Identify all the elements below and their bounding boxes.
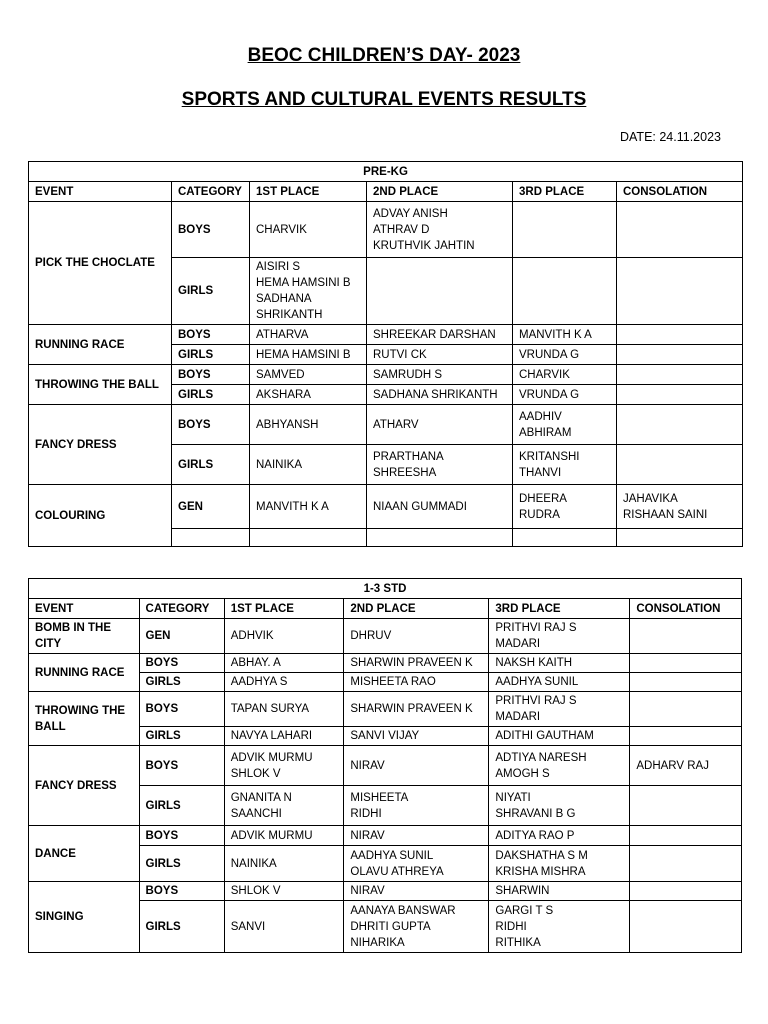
second-place-cell bbox=[367, 258, 513, 325]
second-place-cell: AANAYA BANSWAR DHRITI GUPTA NIHARIKA bbox=[344, 901, 489, 953]
category-cell: GIRLS bbox=[139, 901, 224, 953]
first-place-cell: AISIRI S HEMA HAMSINI B SADHANA SHRIKANTH bbox=[250, 258, 367, 325]
consolation-cell bbox=[617, 405, 743, 445]
table-row bbox=[29, 882, 742, 901]
third-place-cell: ADTIYA NARESH AMOGH S bbox=[489, 746, 630, 786]
first-place-cell: ADVIK MURMU bbox=[224, 826, 344, 846]
consolation-cell bbox=[617, 202, 743, 258]
header-category: CATEGORY bbox=[172, 182, 250, 202]
header-third-place: 3RD PLACE bbox=[489, 599, 630, 619]
category-cell: GEN bbox=[172, 485, 250, 529]
consolation-cell bbox=[630, 727, 742, 746]
header-consolation: CONSOLATION bbox=[617, 182, 743, 202]
first-place-cell: NAINIKA bbox=[250, 445, 367, 485]
results-table-1-3-std bbox=[28, 578, 742, 953]
first-place-cell: GNANITA N SAANCHI bbox=[224, 786, 344, 826]
category-cell: BOYS bbox=[172, 405, 250, 445]
event-name: RUNNING RACE bbox=[29, 654, 140, 692]
second-place-cell: PRARTHANA SHREESHA bbox=[367, 445, 513, 485]
event-name: THROWING THE BALL bbox=[29, 365, 172, 405]
category-cell: BOYS bbox=[139, 826, 224, 846]
second-place-cell: SHREEKAR DARSHAN bbox=[367, 325, 513, 345]
event-name: PICK THE CHOCLATE bbox=[29, 202, 172, 325]
third-place-cell bbox=[513, 529, 617, 547]
third-place-cell: SHARWIN bbox=[489, 882, 630, 901]
consolation-cell bbox=[617, 365, 743, 385]
first-place-cell: ADHVIK bbox=[224, 619, 344, 654]
consolation-cell bbox=[630, 846, 742, 882]
document-title: BEOC CHILDREN’S DAY- 2023 bbox=[247, 45, 521, 66]
consolation-cell bbox=[617, 385, 743, 405]
first-place-cell: ATHARVA bbox=[250, 325, 367, 345]
third-place-cell bbox=[513, 202, 617, 258]
third-place-cell: ADITYA RAO P bbox=[489, 826, 630, 846]
category-cell: GIRLS bbox=[172, 385, 250, 405]
consolation-cell bbox=[630, 619, 742, 654]
event-name: SINGING bbox=[29, 882, 140, 953]
third-place-cell bbox=[513, 258, 617, 325]
third-place-cell: AADHIV ABHIRAM bbox=[513, 405, 617, 445]
consolation-cell bbox=[630, 654, 742, 673]
third-place-cell: NIYATI SHRAVANI B G bbox=[489, 786, 630, 826]
table-row bbox=[29, 619, 742, 654]
header-first-place: 1ST PLACE bbox=[250, 182, 367, 202]
category-cell: BOYS bbox=[172, 202, 250, 258]
first-place-cell: MANVITH K A bbox=[250, 485, 367, 529]
second-place-cell: ATHARV bbox=[367, 405, 513, 445]
first-place-cell: SANVI bbox=[224, 901, 344, 953]
third-place-cell: VRUNDA G bbox=[513, 345, 617, 365]
consolation-cell bbox=[630, 692, 742, 727]
third-place-cell: MANVITH K A bbox=[513, 325, 617, 345]
second-place-cell: MISHEETA RAO bbox=[344, 673, 489, 692]
third-place-cell: DHEERA RUDRA bbox=[513, 485, 617, 529]
section-row bbox=[29, 162, 743, 182]
event-name: THROWING THE BALL bbox=[29, 692, 140, 746]
first-place-cell: SHLOK V bbox=[224, 882, 344, 901]
second-place-cell: SAMRUDH S bbox=[367, 365, 513, 385]
category-cell: BOYS bbox=[139, 692, 224, 727]
category-cell: GIRLS bbox=[139, 846, 224, 882]
header-third-place: 3RD PLACE bbox=[513, 182, 617, 202]
table-row bbox=[29, 485, 743, 529]
first-place-cell: ADVIK MURMU SHLOK V bbox=[224, 746, 344, 786]
second-place-cell: SANVI VIJAY bbox=[344, 727, 489, 746]
first-place-cell: ABHYANSH bbox=[250, 405, 367, 445]
category-cell bbox=[172, 529, 250, 547]
table-row bbox=[29, 692, 742, 727]
event-name: FANCY DRESS bbox=[29, 405, 172, 485]
second-place-cell: SHARWIN PRAVEEN K bbox=[344, 692, 489, 727]
second-place-cell: NIRAV bbox=[344, 882, 489, 901]
event-name: RUNNING RACE bbox=[29, 325, 172, 365]
document-date: DATE: 24.11.2023 bbox=[620, 130, 721, 144]
third-place-cell: GARGI T S RIDHI RITHIKA bbox=[489, 901, 630, 953]
second-place-cell: SHARWIN PRAVEEN K bbox=[344, 654, 489, 673]
third-place-cell: KRITANSHI THANVI bbox=[513, 445, 617, 485]
consolation-cell bbox=[617, 258, 743, 325]
results-table-pre-kg bbox=[28, 161, 743, 547]
document-subtitle: SPORTS AND CULTURAL EVENTS RESULTS bbox=[181, 89, 587, 110]
second-place-cell: RUTVI CK bbox=[367, 345, 513, 365]
consolation-cell bbox=[630, 826, 742, 846]
category-cell: GIRLS bbox=[172, 258, 250, 325]
first-place-cell: AADHYA S bbox=[224, 673, 344, 692]
event-name: DANCE bbox=[29, 826, 140, 882]
consolation-cell bbox=[617, 529, 743, 547]
consolation-cell: ADHARV RAJ bbox=[630, 746, 742, 786]
first-place-cell: NAINIKA bbox=[224, 846, 344, 882]
header-category: CATEGORY bbox=[139, 599, 224, 619]
event-name: FANCY DRESS bbox=[29, 746, 140, 826]
category-cell: BOYS bbox=[139, 882, 224, 901]
category-cell: GIRLS bbox=[172, 345, 250, 365]
second-place-cell: AADHYA SUNIL OLAVU ATHREYA bbox=[344, 846, 489, 882]
second-place-cell: MISHEETA RIDHI bbox=[344, 786, 489, 826]
first-place-cell: ABHAY. A bbox=[224, 654, 344, 673]
second-place-cell: NIRAV bbox=[344, 746, 489, 786]
section-title: PRE-KG bbox=[29, 162, 743, 182]
category-cell: BOYS bbox=[172, 325, 250, 345]
first-place-cell: AKSHARA bbox=[250, 385, 367, 405]
consolation-cell bbox=[630, 901, 742, 953]
table-row bbox=[29, 654, 742, 673]
section-title: 1-3 STD bbox=[29, 579, 742, 599]
consolation-cell: JAHAVIKA RISHAAN SAINI bbox=[617, 485, 743, 529]
event-name: COLOURING bbox=[29, 485, 172, 547]
third-place-cell: DAKSHATHA S M KRISHA MISHRA bbox=[489, 846, 630, 882]
third-place-cell: PRITHVI RAJ S MADARI bbox=[489, 692, 630, 727]
table-row bbox=[29, 325, 743, 345]
header-first-place: 1ST PLACE bbox=[224, 599, 344, 619]
category-cell: GEN bbox=[139, 619, 224, 654]
consolation-cell bbox=[617, 325, 743, 345]
second-place-cell: DHRUV bbox=[344, 619, 489, 654]
second-place-cell: NIAAN GUMMADI bbox=[367, 485, 513, 529]
consolation-cell bbox=[617, 445, 743, 485]
category-cell: BOYS bbox=[139, 654, 224, 673]
consolation-cell bbox=[630, 673, 742, 692]
header-event: EVENT bbox=[29, 182, 172, 202]
section-row bbox=[29, 579, 742, 599]
second-place-cell: NIRAV bbox=[344, 826, 489, 846]
second-place-cell bbox=[367, 529, 513, 547]
third-place-cell: ADITHI GAUTHAM bbox=[489, 727, 630, 746]
third-place-cell: NAKSH KAITH bbox=[489, 654, 630, 673]
first-place-cell: SAMVED bbox=[250, 365, 367, 385]
header-second-place: 2ND PLACE bbox=[367, 182, 513, 202]
third-place-cell: AADHYA SUNIL bbox=[489, 673, 630, 692]
second-place-cell: ADVAY ANISH ATHRAV D KRUTHVIK JAHTIN bbox=[367, 202, 513, 258]
header-row bbox=[29, 599, 742, 619]
table-row bbox=[29, 826, 742, 846]
third-place-cell: PRITHVI RAJ S MADARI bbox=[489, 619, 630, 654]
header-consolation: CONSOLATION bbox=[630, 599, 742, 619]
category-cell: BOYS bbox=[139, 746, 224, 786]
third-place-cell: VRUNDA G bbox=[513, 385, 617, 405]
category-cell: GIRLS bbox=[139, 673, 224, 692]
header-row bbox=[29, 182, 743, 202]
category-cell: GIRLS bbox=[139, 786, 224, 826]
header-event: EVENT bbox=[29, 599, 140, 619]
category-cell: BOYS bbox=[172, 365, 250, 385]
consolation-cell bbox=[617, 345, 743, 365]
third-place-cell: CHARVIK bbox=[513, 365, 617, 385]
table-row bbox=[29, 746, 742, 786]
event-name: BOMB IN THE CITY bbox=[29, 619, 140, 654]
first-place-cell: TAPAN SURYA bbox=[224, 692, 344, 727]
first-place-cell bbox=[250, 529, 367, 547]
first-place-cell: NAVYA LAHARI bbox=[224, 727, 344, 746]
first-place-cell: CHARVIK bbox=[250, 202, 367, 258]
table-row bbox=[29, 365, 743, 385]
table-row bbox=[29, 202, 743, 258]
first-place-cell: HEMA HAMSINI B bbox=[250, 345, 367, 365]
consolation-cell bbox=[630, 786, 742, 826]
consolation-cell bbox=[630, 882, 742, 901]
second-place-cell: SADHANA SHRIKANTH bbox=[367, 385, 513, 405]
category-cell: GIRLS bbox=[172, 445, 250, 485]
header-second-place: 2ND PLACE bbox=[344, 599, 489, 619]
table-row bbox=[29, 405, 743, 445]
category-cell: GIRLS bbox=[139, 727, 224, 746]
